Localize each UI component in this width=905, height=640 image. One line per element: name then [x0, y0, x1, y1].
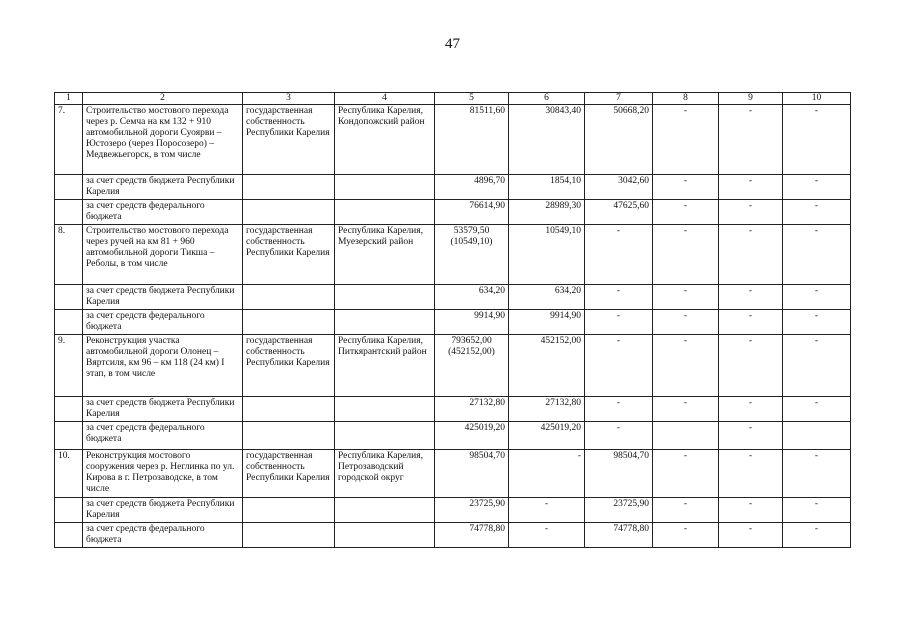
project-location: Республика Карелия, Муезерский район — [335, 225, 435, 285]
funding-year-3: - — [653, 498, 719, 523]
cost-total: 793652,00 — [451, 336, 492, 346]
funding-year-5: - — [783, 285, 851, 310]
project-name: Строительство мостового перехода через р. Семча на км 132 + 910 автомобильной дороги Суоярви – Юстозеро (через Поросозеро) – Медвежьегорск, в том числе — [83, 105, 243, 175]
empty-cell — [243, 523, 335, 548]
funding-year-3: - — [653, 285, 719, 310]
cost-year-1: 452152,00 — [509, 335, 585, 397]
funding-source-row — [55, 498, 851, 523]
funding-source-label: за счет средств федерального бюджета — [83, 422, 243, 450]
cost-total-cell — [435, 225, 509, 285]
empty-cell — [55, 422, 83, 450]
project-number: 8. — [55, 225, 83, 285]
funding-year-4: - — [719, 498, 783, 523]
cost-year-2: - — [585, 335, 653, 397]
empty-cell — [335, 523, 435, 548]
empty-cell — [335, 422, 435, 450]
cost-year-4: - — [719, 105, 783, 175]
empty-cell — [335, 397, 435, 422]
funding-year-4: - — [719, 310, 783, 335]
funding-total: 4896,70 — [435, 175, 509, 200]
empty-cell — [243, 310, 335, 335]
funding-year-1: 9914,90 — [509, 310, 585, 335]
page-number: 47 — [445, 36, 460, 52]
cost-year-5: - — [783, 335, 851, 397]
project-name: Реконструкция мостового сооружения через р. Неглинка по ул. Кирова в г. Петрозаводске, в том числе — [83, 450, 243, 498]
funding-year-5: - — [783, 310, 851, 335]
funding-year-1: 425019,20 — [509, 422, 585, 450]
empty-cell — [243, 285, 335, 310]
column-header: 7 — [585, 93, 653, 105]
funding-total: 23725,90 — [435, 498, 509, 523]
cost-year-4: - — [719, 335, 783, 397]
funding-total: 74778,80 — [435, 523, 509, 548]
budget-table — [54, 92, 851, 548]
funding-year-2: - — [585, 397, 653, 422]
funding-total: 27132,80 — [435, 397, 509, 422]
empty-cell — [335, 498, 435, 523]
funding-source-row — [55, 200, 851, 225]
cost-total: 53579,50 — [453, 226, 490, 236]
project-number: 7. — [55, 105, 83, 175]
empty-cell — [335, 285, 435, 310]
column-header: 5 — [435, 93, 509, 105]
funding-source-row — [55, 285, 851, 310]
cost-year-1: 10549,10 — [509, 225, 585, 285]
funding-year-5 — [783, 422, 851, 450]
funding-year-3: - — [653, 200, 719, 225]
column-header: 3 — [243, 93, 335, 105]
empty-cell — [55, 397, 83, 422]
cost-total-cell — [435, 335, 509, 397]
cost-remaining: (10549,10) — [450, 237, 493, 247]
empty-cell — [243, 397, 335, 422]
empty-cell — [55, 285, 83, 310]
project-owner: государственная собственность Республики Карелия — [243, 335, 335, 397]
project-location: Республика Карелия, Питкярантский район — [335, 335, 435, 397]
column-number-row — [55, 93, 851, 105]
empty-cell — [55, 310, 83, 335]
column-header: 1 — [55, 93, 83, 105]
funding-year-1: 1854,10 — [509, 175, 585, 200]
funding-year-5: - — [783, 523, 851, 548]
funding-total: 9914,90 — [435, 310, 509, 335]
funding-year-3: - — [653, 175, 719, 200]
cost-year-2: - — [585, 225, 653, 285]
cost-year-5: - — [783, 450, 851, 498]
project-name: Строительство мостового перехода через ручей на км 81 + 960 автомобильной дороги Тикша – Реболы, в том числе — [83, 225, 243, 285]
funding-source-label: за счет средств федерального бюджета — [83, 523, 243, 548]
funding-source-label: за счет средств бюджета Республики Карелия — [83, 397, 243, 422]
project-row — [55, 105, 851, 175]
funding-year-3: - — [653, 397, 719, 422]
funding-year-2: - — [585, 422, 653, 450]
project-owner: государственная собственность Республики Карелия — [243, 450, 335, 498]
funding-year-2: - — [585, 285, 653, 310]
funding-year-1: - — [509, 498, 585, 523]
project-location: Республика Карелия, Кондопожский район — [335, 105, 435, 175]
cost-year-3: - — [653, 105, 719, 175]
project-owner: государственная собственность Республики Карелия — [243, 225, 335, 285]
empty-cell — [55, 498, 83, 523]
funding-year-4: - — [719, 523, 783, 548]
empty-cell — [243, 498, 335, 523]
cost-year-3: - — [653, 450, 719, 498]
funding-source-row — [55, 310, 851, 335]
funding-source-label: за счет средств бюджета Республики Карелия — [83, 175, 243, 200]
funding-year-5: - — [783, 175, 851, 200]
funding-total: 425019,20 — [435, 422, 509, 450]
funding-total: 76614,90 — [435, 200, 509, 225]
cost-year-4: - — [719, 450, 783, 498]
funding-source-row — [55, 397, 851, 422]
funding-year-4: - — [719, 422, 783, 450]
column-header: 4 — [335, 93, 435, 105]
funding-year-3: - — [653, 523, 719, 548]
cost-year-1: 30843,40 — [509, 105, 585, 175]
funding-year-5: - — [783, 498, 851, 523]
funding-year-2: 23725,90 — [585, 498, 653, 523]
funding-year-3: - — [653, 310, 719, 335]
project-number: 10. — [55, 450, 83, 498]
funding-year-5: - — [783, 397, 851, 422]
project-number: 9. — [55, 335, 83, 397]
empty-cell — [335, 310, 435, 335]
cost-year-2: 98504,70 — [585, 450, 653, 498]
funding-year-5: - — [783, 200, 851, 225]
project-row — [55, 335, 851, 397]
empty-cell — [243, 175, 335, 200]
funding-year-4: - — [719, 285, 783, 310]
empty-cell — [243, 200, 335, 225]
funding-source-row — [55, 523, 851, 548]
project-row — [55, 450, 851, 498]
funding-source-row — [55, 422, 851, 450]
empty-cell — [335, 200, 435, 225]
funding-year-4: - — [719, 200, 783, 225]
cost-year-3: - — [653, 335, 719, 397]
funding-year-2: 74778,80 — [585, 523, 653, 548]
funding-source-label: за счет средств бюджета Республики Карелия — [83, 498, 243, 523]
cost-year-1: - — [509, 450, 585, 498]
empty-cell — [55, 175, 83, 200]
funding-year-3 — [653, 422, 719, 450]
funding-year-4: - — [719, 397, 783, 422]
cost-year-5: - — [783, 225, 851, 285]
funding-year-2: 3042,60 — [585, 175, 653, 200]
funding-source-label: за счет средств федерального бюджета — [83, 310, 243, 335]
funding-year-1: - — [509, 523, 585, 548]
cost-total-cell: 81511,60 — [435, 105, 509, 175]
cost-remaining: (452152,00) — [448, 347, 495, 357]
project-owner: государственная собственность Республики Карелия — [243, 105, 335, 175]
project-location: Республика Карелия, Петрозаводский городской округ — [335, 450, 435, 498]
funding-source-row — [55, 175, 851, 200]
column-header: 10 — [783, 93, 851, 105]
column-header: 6 — [509, 93, 585, 105]
column-header: 8 — [653, 93, 719, 105]
column-header: 9 — [719, 93, 783, 105]
cost-year-4: - — [719, 225, 783, 285]
funding-year-2: 47625,60 — [585, 200, 653, 225]
empty-cell — [335, 175, 435, 200]
cost-year-5: - — [783, 105, 851, 175]
funding-year-1: 27132,80 — [509, 397, 585, 422]
funding-year-4: - — [719, 175, 783, 200]
cost-total-cell: 98504,70 — [435, 450, 509, 498]
empty-cell — [55, 523, 83, 548]
empty-cell — [55, 200, 83, 225]
project-name: Реконструкция участка автомобильной дороги Олонец – Вяртсиля, км 96 – км 118 (24 км) I этап, в том числе — [83, 335, 243, 397]
funding-total: 634,20 — [435, 285, 509, 310]
empty-cell — [243, 422, 335, 450]
cost-year-3: - — [653, 225, 719, 285]
cost-year-2: 50668,20 — [585, 105, 653, 175]
funding-year-2: - — [585, 310, 653, 335]
project-row — [55, 225, 851, 285]
funding-source-label: за счет средств бюджета Республики Карелия — [83, 285, 243, 310]
funding-source-label: за счет средств федерального бюджета — [83, 200, 243, 225]
funding-year-1: 634,20 — [509, 285, 585, 310]
funding-year-1: 28989,30 — [509, 200, 585, 225]
column-header: 2 — [83, 93, 243, 105]
